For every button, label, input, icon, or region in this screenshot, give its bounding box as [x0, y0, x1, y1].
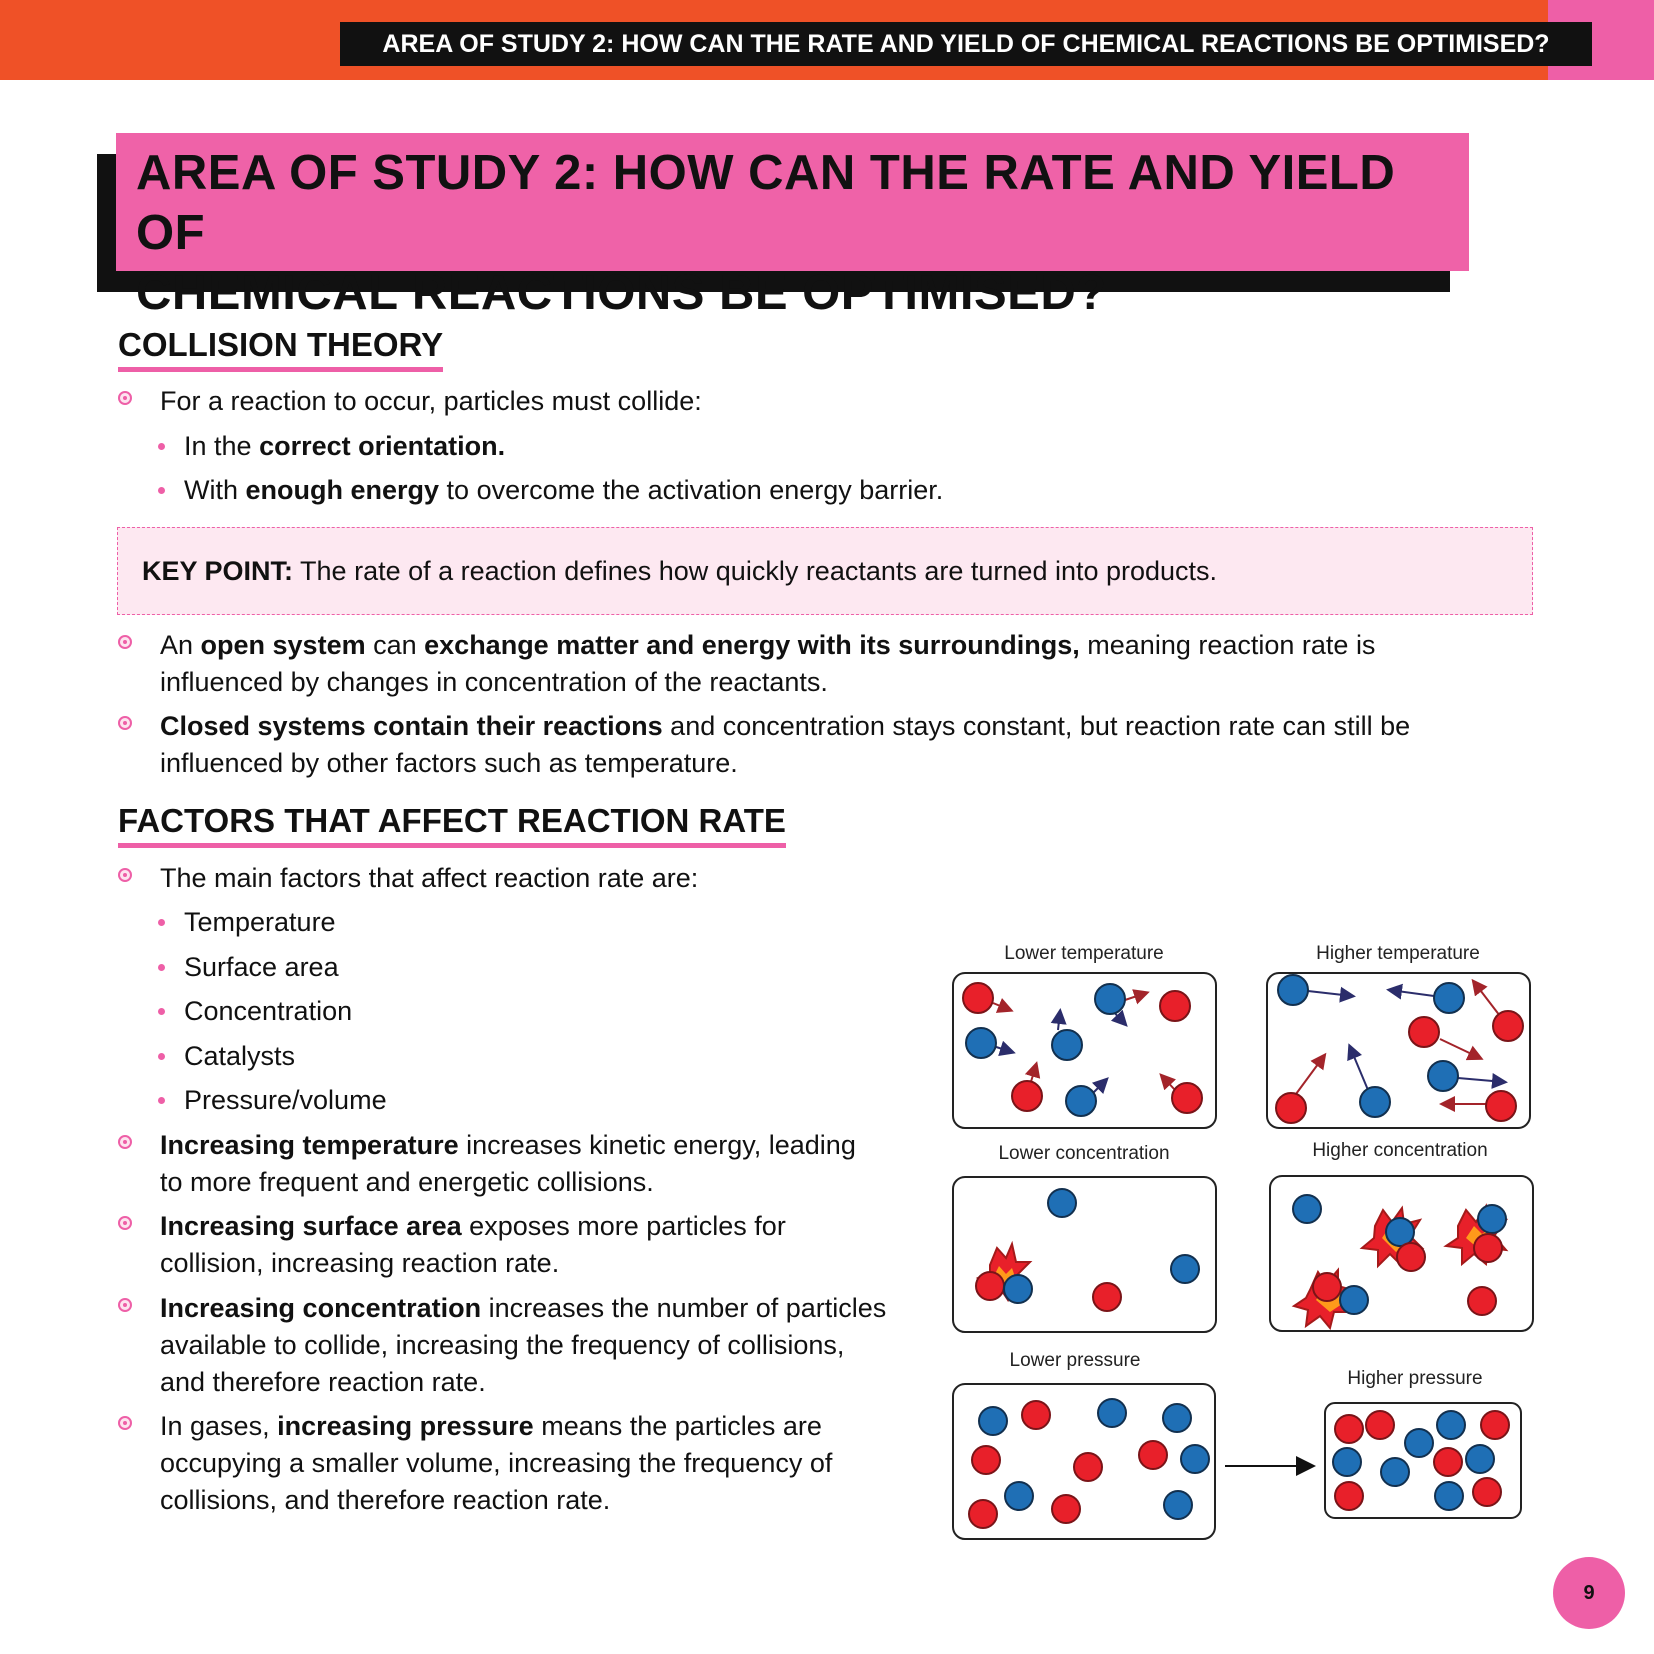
caption-higher-pressure: Higher pressure — [1347, 1368, 1483, 1389]
caption-lower-temperature: Lower temperature — [1004, 943, 1164, 964]
panel-lower-concentration — [953, 1177, 1216, 1332]
caption-higher-temperature: Higher temperature — [1316, 943, 1480, 964]
caption-higher-concentration: Higher concentration — [1312, 1140, 1488, 1161]
caption-lower-concentration: Lower concentration — [998, 1143, 1170, 1164]
page-number: 9 — [1553, 1557, 1625, 1629]
key-point-label: KEY POINT: — [142, 556, 294, 586]
key-point-text: The rate of a reaction defines how quickly reactants are turned into products. — [293, 556, 1218, 586]
caption-lower-pressure: Lower pressure — [1009, 1350, 1141, 1371]
title-line-2: CHEMICAL REACTIONS BE OPTIMISED? — [136, 266, 1107, 320]
collision-theory-heading: COLLISION THEORY — [118, 325, 443, 372]
section-banner-label: AREA OF STUDY 2: HOW CAN THE RATE AND YIELD OF CHEMICAL REACTIONS BE OPTIMISED? — [340, 22, 1592, 66]
factors-heading: FACTORS THAT AFFECT REACTION RATE — [118, 801, 786, 848]
title-line-1: AREA OF STUDY 2: HOW CAN THE RATE AND YIELD OF — [136, 146, 1396, 260]
